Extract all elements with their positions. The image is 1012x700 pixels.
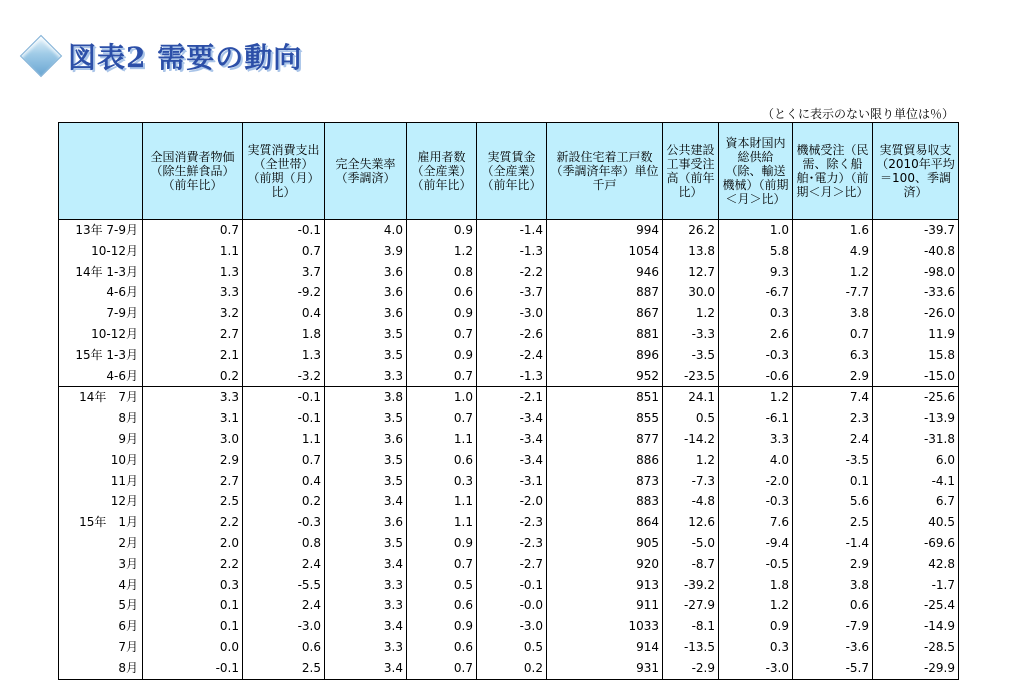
table-cell: 6.3	[793, 345, 873, 366]
table-cell: 26.2	[663, 220, 719, 241]
table-cell: 887	[547, 282, 663, 303]
table-row	[59, 575, 959, 596]
table-cell: -69.6	[873, 533, 959, 554]
table-cell: -40.8	[873, 241, 959, 262]
table-cell: 0.6	[407, 595, 477, 616]
column-header: 完全失業率（季調済）	[325, 123, 407, 220]
table-cell: 0.3	[719, 303, 793, 324]
table-cell: 1.1	[243, 429, 325, 450]
table-cell: -9.4	[719, 533, 793, 554]
table-row	[59, 387, 959, 408]
table-cell: 6.0	[873, 450, 959, 471]
table-cell: -2.1	[477, 387, 547, 408]
table-cell: -1.3	[477, 366, 547, 387]
table-row	[59, 491, 959, 512]
table-cell: -13.5	[663, 637, 719, 658]
table-cell: 0.6	[793, 595, 873, 616]
table-cell: -1.4	[793, 533, 873, 554]
table-cell: 0.6	[407, 637, 477, 658]
table-cell: 855	[547, 408, 663, 429]
table-cell: 1.2	[663, 450, 719, 471]
table-cell: 2.7	[143, 471, 243, 492]
row-label: 13年 7-9月	[59, 220, 143, 241]
table-cell: 1.3	[243, 345, 325, 366]
table-cell: -3.7	[477, 282, 547, 303]
table-cell: 1.0	[719, 220, 793, 241]
table-cell: -6.7	[719, 282, 793, 303]
table-cell: -98.0	[873, 262, 959, 283]
table-cell: 994	[547, 220, 663, 241]
table-cell: -7.7	[793, 282, 873, 303]
row-label: 11月	[59, 471, 143, 492]
table-cell: -25.6	[873, 387, 959, 408]
table-cell: -1.3	[477, 241, 547, 262]
table-cell: -3.0	[719, 658, 793, 679]
row-label: 10月	[59, 450, 143, 471]
table-cell: -3.4	[477, 429, 547, 450]
table-row	[59, 512, 959, 533]
table-cell: -3.4	[477, 408, 547, 429]
table-cell: 881	[547, 324, 663, 345]
table-cell: 867	[547, 303, 663, 324]
table-cell: 5.8	[719, 241, 793, 262]
table-cell: -0.1	[243, 408, 325, 429]
table-cell: 2.5	[243, 658, 325, 679]
table-cell: 3.3	[325, 595, 407, 616]
table-cell: 1054	[547, 241, 663, 262]
table-cell: -29.9	[873, 658, 959, 679]
table-cell: -3.2	[243, 366, 325, 387]
table-cell: -14.2	[663, 429, 719, 450]
table-cell: 2.3	[793, 408, 873, 429]
table-cell: 42.8	[873, 554, 959, 575]
table-cell: -4.8	[663, 491, 719, 512]
table-cell: 3.6	[325, 303, 407, 324]
table-cell: -3.6	[793, 637, 873, 658]
table-cell: 0.7	[407, 554, 477, 575]
table-cell: 0.3	[719, 637, 793, 658]
table-cell: -2.3	[477, 512, 547, 533]
demand-table	[58, 122, 959, 680]
row-label: 5月	[59, 595, 143, 616]
table-cell: -8.1	[663, 616, 719, 637]
table-cell: 931	[547, 658, 663, 679]
table-cell: -0.3	[719, 345, 793, 366]
table-cell: -13.9	[873, 408, 959, 429]
table-cell: 914	[547, 637, 663, 658]
table-cell: 30.0	[663, 282, 719, 303]
table-cell: 0.5	[663, 408, 719, 429]
table-cell: 0.1	[793, 471, 873, 492]
table-cell: 2.2	[143, 554, 243, 575]
table-cell: 2.9	[793, 554, 873, 575]
header-row	[59, 123, 959, 220]
row-label: 12月	[59, 491, 143, 512]
table-cell: 0.2	[477, 658, 547, 679]
table-cell: -26.0	[873, 303, 959, 324]
table-cell: -3.5	[793, 450, 873, 471]
table-cell: 0.9	[407, 220, 477, 241]
table-cell: -33.6	[873, 282, 959, 303]
column-header: 全国消費者物価（除生鮮食品）（前年比）	[143, 123, 243, 220]
table-cell: 1.0	[407, 387, 477, 408]
table-cell: -2.7	[477, 554, 547, 575]
page-title: 図表2 需要の動向	[68, 41, 303, 74]
table-cell: 11.9	[873, 324, 959, 345]
row-label: 4-6月	[59, 366, 143, 387]
table-cell: 0.9	[407, 345, 477, 366]
table-row	[59, 241, 959, 262]
table-cell: 1.2	[793, 262, 873, 283]
table-cell: 0.7	[143, 220, 243, 241]
table-cell: 4.0	[719, 450, 793, 471]
table-cell: -1.7	[873, 575, 959, 596]
table-cell: 13.8	[663, 241, 719, 262]
table-cell: 3.5	[325, 471, 407, 492]
table-cell: 2.2	[143, 512, 243, 533]
column-header: 公共建設工事受注高（前年比）	[663, 123, 719, 220]
row-label: 2月	[59, 533, 143, 554]
table-row	[59, 554, 959, 575]
table-body	[59, 220, 959, 680]
table-cell: 6.7	[873, 491, 959, 512]
table-cell: -4.1	[873, 471, 959, 492]
table-cell: -7.3	[663, 471, 719, 492]
table-cell: -5.7	[793, 658, 873, 679]
table-cell: 0.7	[407, 408, 477, 429]
table-cell: 0.7	[407, 658, 477, 679]
row-label: 10-12月	[59, 324, 143, 345]
table-cell: 2.4	[793, 429, 873, 450]
table-cell: -0.5	[719, 554, 793, 575]
row-label: 7月	[59, 637, 143, 658]
table-cell: -25.4	[873, 595, 959, 616]
row-label: 10-12月	[59, 241, 143, 262]
row-label: 7-9月	[59, 303, 143, 324]
table-row	[59, 345, 959, 366]
table-cell: 3.4	[325, 554, 407, 575]
table-cell: 0.8	[243, 533, 325, 554]
table-cell: 3.8	[325, 387, 407, 408]
table-cell: -2.9	[663, 658, 719, 679]
column-header: 新設住宅着工戸数（季調済年率）単位 千戸	[547, 123, 663, 220]
table-cell: 3.6	[325, 429, 407, 450]
table-cell: 24.1	[663, 387, 719, 408]
diamond-icon	[20, 35, 62, 77]
table-cell: -3.5	[663, 345, 719, 366]
table-cell: 1033	[547, 616, 663, 637]
header-corner	[59, 123, 143, 220]
table-cell: -0.0	[477, 595, 547, 616]
table-cell: 0.8	[407, 262, 477, 283]
column-header: 実質賃金（全産業）（前年比）	[477, 123, 547, 220]
table-cell: 0.9	[407, 303, 477, 324]
table-cell: -9.2	[243, 282, 325, 303]
table-cell: -2.0	[719, 471, 793, 492]
table-cell: 3.3	[143, 387, 243, 408]
table-cell: 0.4	[243, 471, 325, 492]
table-cell: 3.5	[325, 533, 407, 554]
table-cell: 877	[547, 429, 663, 450]
table-cell: 896	[547, 345, 663, 366]
table-cell: -3.1	[477, 471, 547, 492]
table-cell: -0.3	[243, 512, 325, 533]
table-row	[59, 471, 959, 492]
table-cell: -27.9	[663, 595, 719, 616]
table-cell: 3.1	[143, 408, 243, 429]
table-cell: 0.7	[243, 241, 325, 262]
table-cell: 886	[547, 450, 663, 471]
table-cell: 2.9	[143, 450, 243, 471]
table-cell: 920	[547, 554, 663, 575]
table-cell: -5.0	[663, 533, 719, 554]
table-cell: 3.6	[325, 282, 407, 303]
table-row	[59, 366, 959, 387]
table-cell: -15.0	[873, 366, 959, 387]
table-cell: 905	[547, 533, 663, 554]
row-label: 8月	[59, 408, 143, 429]
table-cell: 3.4	[325, 491, 407, 512]
table-cell: 0.2	[143, 366, 243, 387]
table-cell: 1.8	[719, 575, 793, 596]
table-row	[59, 220, 959, 241]
table-cell: 7.4	[793, 387, 873, 408]
table-cell: 0.6	[407, 282, 477, 303]
table-cell: 3.5	[325, 450, 407, 471]
table-cell: -2.6	[477, 324, 547, 345]
table-cell: 3.8	[793, 575, 873, 596]
table-cell: 0.5	[407, 575, 477, 596]
table-cell: 1.3	[143, 262, 243, 283]
table-cell: 0.7	[407, 324, 477, 345]
table-cell: 2.5	[143, 491, 243, 512]
table-cell: 0.2	[243, 491, 325, 512]
table-cell: 2.6	[719, 324, 793, 345]
table-cell: -31.8	[873, 429, 959, 450]
table-cell: 2.7	[143, 324, 243, 345]
table-cell: 3.4	[325, 616, 407, 637]
table-cell: -1.4	[477, 220, 547, 241]
table-cell: 0.6	[407, 450, 477, 471]
table-row	[59, 408, 959, 429]
table-row	[59, 450, 959, 471]
table-cell: 7.6	[719, 512, 793, 533]
table-cell: 0.3	[143, 575, 243, 596]
row-label: 8月	[59, 658, 143, 679]
table-cell: 0.1	[143, 595, 243, 616]
table-cell: 12.7	[663, 262, 719, 283]
table-cell: -0.3	[719, 491, 793, 512]
table-cell: 2.4	[243, 554, 325, 575]
row-label: 3月	[59, 554, 143, 575]
table-cell: 3.3	[325, 575, 407, 596]
table-cell: 0.1	[143, 616, 243, 637]
table-cell: 0.5	[477, 637, 547, 658]
table-cell: 0.9	[407, 533, 477, 554]
table-cell: -2.2	[477, 262, 547, 283]
table-cell: 913	[547, 575, 663, 596]
table-cell: -0.1	[477, 575, 547, 596]
row-label: 9月	[59, 429, 143, 450]
table-cell: 3.3	[325, 366, 407, 387]
table-cell: 3.6	[325, 512, 407, 533]
table-cell: 873	[547, 471, 663, 492]
table-cell: 946	[547, 262, 663, 283]
table-cell: 1.2	[719, 595, 793, 616]
row-label: 15年 1-3月	[59, 345, 143, 366]
column-header: 機械受注（民需、除く船舶･電力）（前期＜月＞比）	[793, 123, 873, 220]
table-cell: 911	[547, 595, 663, 616]
table-row	[59, 595, 959, 616]
table-cell: 40.5	[873, 512, 959, 533]
table-cell: 3.3	[143, 282, 243, 303]
table-cell: 1.2	[407, 241, 477, 262]
table-cell: 3.3	[325, 637, 407, 658]
table-cell: -6.1	[719, 408, 793, 429]
table-cell: -3.3	[663, 324, 719, 345]
row-label: 15年 1月	[59, 512, 143, 533]
table-cell: -0.1	[143, 658, 243, 679]
table-cell: -3.0	[477, 303, 547, 324]
table-cell: 4.0	[325, 220, 407, 241]
table-cell: 1.2	[663, 303, 719, 324]
row-label: 4-6月	[59, 282, 143, 303]
table-cell: -0.1	[243, 220, 325, 241]
table-row	[59, 262, 959, 283]
table-cell: 3.5	[325, 345, 407, 366]
table-cell: 3.4	[325, 658, 407, 679]
table-cell: 0.9	[407, 616, 477, 637]
table-cell: 0.9	[719, 616, 793, 637]
column-header: 実質貿易収支（2010年平均＝100、季調済）	[873, 123, 959, 220]
table-cell: 1.1	[407, 512, 477, 533]
table-cell: 3.9	[325, 241, 407, 262]
table-cell: -39.7	[873, 220, 959, 241]
table-cell: 883	[547, 491, 663, 512]
row-label: 4月	[59, 575, 143, 596]
table-cell: -3.0	[243, 616, 325, 637]
table-cell: -7.9	[793, 616, 873, 637]
table-cell: -3.0	[477, 616, 547, 637]
table-cell: 3.3	[719, 429, 793, 450]
table-row	[59, 658, 959, 679]
table-cell: 5.6	[793, 491, 873, 512]
table-row	[59, 324, 959, 345]
table-row	[59, 429, 959, 450]
table-cell: -5.5	[243, 575, 325, 596]
table-cell: 2.1	[143, 345, 243, 366]
table-cell: 3.8	[793, 303, 873, 324]
table-cell: 9.3	[719, 262, 793, 283]
column-header: 実質消費支出（全世帯）（前期（月）比）	[243, 123, 325, 220]
table-row	[59, 616, 959, 637]
table-cell: 3.6	[325, 262, 407, 283]
table-cell: -39.2	[663, 575, 719, 596]
table-cell: 0.3	[407, 471, 477, 492]
table-cell: 1.1	[407, 429, 477, 450]
table-cell: 3.2	[143, 303, 243, 324]
table-cell: 851	[547, 387, 663, 408]
table-cell: 2.9	[793, 366, 873, 387]
table-cell: -28.5	[873, 637, 959, 658]
title-bar	[20, 38, 302, 74]
table-cell: 0.7	[243, 450, 325, 471]
table-cell: 1.1	[407, 491, 477, 512]
table-cell: 0.6	[243, 637, 325, 658]
table-cell: 12.6	[663, 512, 719, 533]
column-header: 資本財国内総供給（除、輸送機械）（前期＜月＞比）	[719, 123, 793, 220]
table-cell: 2.0	[143, 533, 243, 554]
row-label: 14年 7月	[59, 387, 143, 408]
table-cell: 952	[547, 366, 663, 387]
table-cell: 1.1	[143, 241, 243, 262]
table-cell: 2.5	[793, 512, 873, 533]
table-cell: 2.4	[243, 595, 325, 616]
row-label: 6月	[59, 616, 143, 637]
table-cell: -3.4	[477, 450, 547, 471]
table-cell: 4.9	[793, 241, 873, 262]
unit-note: （とくに表示のない限り単位は％）	[761, 107, 954, 121]
table-cell: 1.6	[793, 220, 873, 241]
table-cell: -2.0	[477, 491, 547, 512]
table-cell: 0.4	[243, 303, 325, 324]
row-label: 14年 1-3月	[59, 262, 143, 283]
table-cell: -2.3	[477, 533, 547, 554]
table-cell: -2.4	[477, 345, 547, 366]
table-cell: 3.5	[325, 408, 407, 429]
table-cell: 0.7	[407, 366, 477, 387]
table-cell: -0.6	[719, 366, 793, 387]
table-cell: 864	[547, 512, 663, 533]
table-row	[59, 637, 959, 658]
table-cell: 3.7	[243, 262, 325, 283]
table-cell: 0.7	[793, 324, 873, 345]
table-cell: 3.5	[325, 324, 407, 345]
table-row	[59, 303, 959, 324]
table-cell: 15.8	[873, 345, 959, 366]
table-cell: -23.5	[663, 366, 719, 387]
table-cell: -0.1	[243, 387, 325, 408]
table-row	[59, 533, 959, 554]
table-row	[59, 282, 959, 303]
table-cell: 0.0	[143, 637, 243, 658]
column-header: 雇用者数（全産業）（前年比）	[407, 123, 477, 220]
table-cell: 1.8	[243, 324, 325, 345]
table-cell: 3.0	[143, 429, 243, 450]
table-cell: 1.2	[719, 387, 793, 408]
table-cell: -14.9	[873, 616, 959, 637]
table-cell: -8.7	[663, 554, 719, 575]
